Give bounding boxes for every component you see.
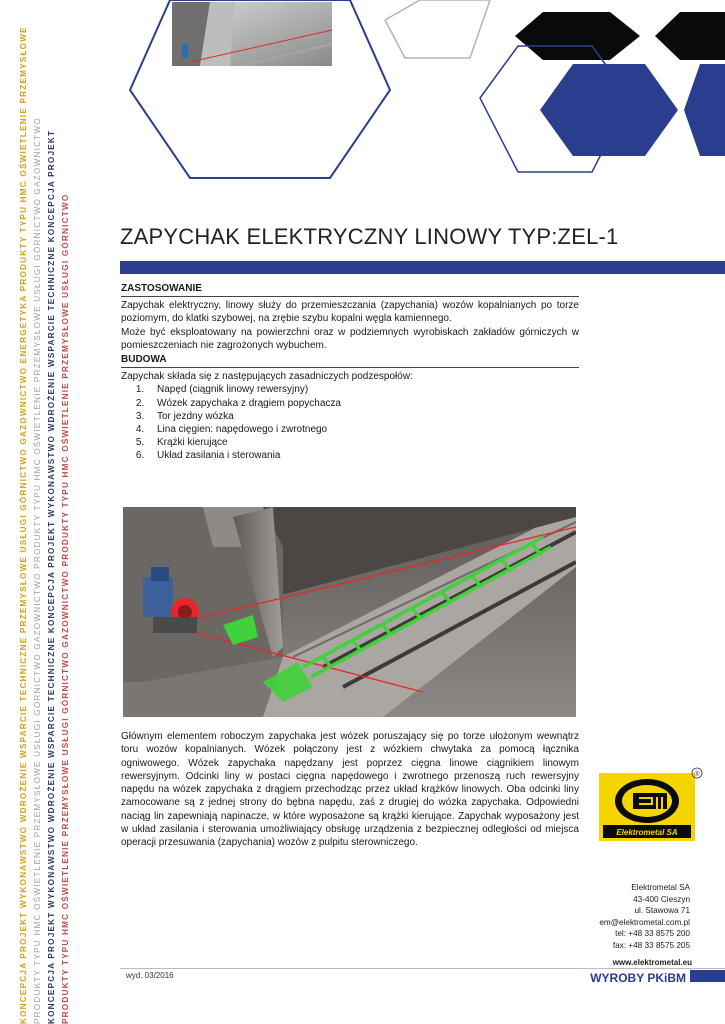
page-title: ZAPYCHAK ELEKTRYCZNY LINOWY TYP:ZEL-1: [120, 224, 619, 249]
list-item: 1. Napęd (ciągnik linowy rewersyjny): [147, 383, 579, 396]
footer-brand: WYROBY PKiBM: [590, 971, 686, 985]
list-item: 4. Lina cięgien: napędowego i zwrotnego: [147, 423, 579, 436]
address-fax: fax: +48 33 8575 205: [612, 940, 690, 950]
address-street: ul. Stawowa 71: [634, 906, 690, 916]
side-strip-3: KONCEPCJA PROJEKT WYKONAWSTWO WDROŻENIE WSPARCIE TECHNICZNE KONCEPCJA PROJEKT WYKONAWSTWO WDROŻENIE WSPARCIE TECHNICZNE KONCEPCJA PROJEKT: [47, 129, 56, 1024]
device-render: [123, 507, 576, 717]
navy-hexagon-1: [540, 64, 678, 156]
header-hexagons: [0, 0, 725, 200]
zastosowanie-paragraph-2: Może być eksploatowany na powierzchni oraz w podziemnych wyrobiskach zakładów górniczych w pomieszczeniach nie zagrożonych wybuchem.: [121, 326, 579, 351]
footer-divider: [120, 968, 725, 969]
zastosowanie-paragraph-1: Zapychak elektryczny, linowy służy do przemieszczania (zapychania) wozów kopalnianych po torze poziomym, do klatki szybowej, na zrębie szybu kopalni węgla kamiennego.: [121, 300, 579, 325]
footer-bar: [690, 970, 725, 982]
section-heading-budowa: BUDOWA: [121, 353, 579, 368]
list-item: 3. Tor jezdny wózka: [147, 410, 579, 423]
navy-hexagon-2: [684, 64, 725, 156]
description: Głównym elementem roboczym zapychaka jest wózek poruszający się po torze ułożonym wewnątrz toru wozów kopalnianych. Wózek połączony jest z wózkiem chwytaka za pomocą łącznika ogniwowego. Wózek zapychaka napędzany jest poprzez cięgna linowe ciągnikiem linowym rewersyjnym. Odcinki liny w postaci cięgna napędowego i zwrotnego przenoszą ruch rewersyjny napędu na wózek zapychaka z drągiem przechodząc przez układ krążków linowych. Oba odcinki liny zamocowane są z jednej strony do bębna napędu, zaś z drugiej do wózka zapychaka. Odpowiedni naciąg lin zapewniają napinacze, w które wyposażone są krążki kierujące. Zapychak wyposażony jest w układ zasilania i sterowania umożliwiający obsługę urządzenia z bezpiecznej odległości od miejsca operacji przesuwania (zapychania) wozów z pulpitu sterowniczego.: [121, 731, 579, 849]
footer-version: wyd. 03/2016: [126, 971, 174, 980]
list-item: 2. Wózek zapychaka z drągiem popychacza: [147, 397, 579, 410]
side-strip-2: PRODUKTY TYPU HMC OŚWIETLENIE PRZEMYSŁOWE USŁUGI GÓRNICTWO GAZOWNICTWO PRODUKTY TYPU HMC OŚWIETLENIE PRZEMYSŁOWE USŁUGI GÓRNICTWO GAZOWNICTWO: [33, 117, 42, 1024]
registered-mark: ®: [694, 771, 700, 778]
footer-website-link[interactable]: www.elektrometal.eu: [612, 958, 692, 967]
logo-text: Elektrometal SA: [616, 828, 678, 837]
side-strip-1: KONCEPCJA PROJEKT WYKONAWSTWO WDROŻENIE WSPARCIE TECHNICZNE PRZEMYSŁOWE USŁUGI GÓRNICTWO GAZOWNICTWO ENERGETYKA PRODUKTY TYPU HMC OŚWIETLENIE PRZEMYSŁOWE: [19, 26, 28, 1024]
list-item: 6. Układ zasilania i sterowania: [147, 449, 579, 462]
black-hexagon-2: [655, 12, 725, 60]
grey-hexagon: [385, 0, 490, 58]
address-company: Elektrometal SA: [631, 883, 690, 892]
content: [121, 282, 579, 463]
photo-thumbnail: [172, 2, 332, 66]
address-postal: 43-400 Cieszyn: [633, 894, 690, 904]
section-heading-zastosowanie: ZASTOSOWANIE: [121, 282, 579, 297]
elektrometal-logo: [597, 765, 705, 843]
address-tel: tel: +48 33 8575 200: [615, 929, 690, 939]
list-item: 5. Krążki kierujące: [147, 436, 579, 449]
budowa-intro: Zapychak składa się z następujących zasadniczych podzespołów:: [121, 371, 413, 383]
side-strip-4: PRODUKTY TYPU HMC OŚWIETLENIE PRZEMYSŁOWE USŁUGI GÓRNICTWO GAZOWNICTWO PRODUKTY TYPU HMC OŚWIETLENIE PRZEMYSŁOWE USŁUGI GÓRNICTWO: [61, 193, 70, 1024]
black-hexagon-1: [515, 12, 640, 60]
components-list: [121, 383, 579, 462]
title-bar: [120, 261, 725, 274]
address-block: [560, 882, 690, 952]
address-email[interactable]: em@elektrometal.com.pl: [599, 917, 690, 927]
